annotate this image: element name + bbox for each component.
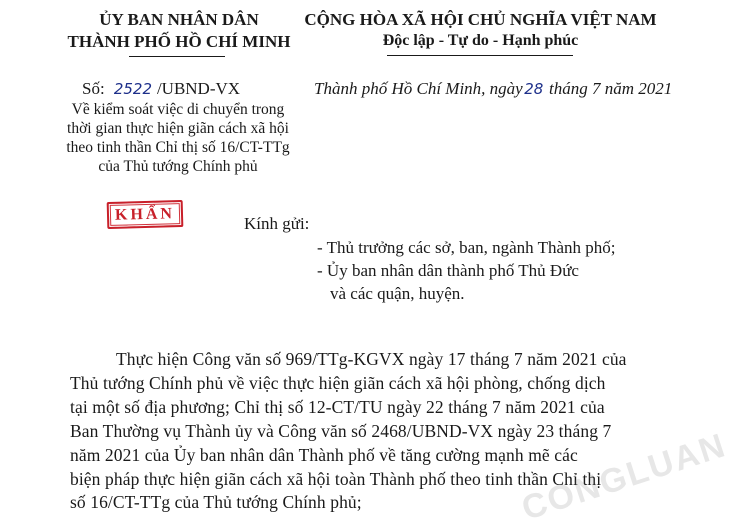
document-number xyxy=(82,79,240,99)
place-date-handwritten-day: 28 xyxy=(524,80,544,98)
subject-line: theo tinh thần Chỉ thị số 16/CT-TTg xyxy=(66,139,290,156)
recipient-line: - Ủy ban nhân dân thành phố Thủ Đức xyxy=(317,261,579,280)
subject-block xyxy=(30,100,326,176)
body-line: tại một số địa phương; Chỉ thị số 12-CT/TU ngày 22 tháng 7 năm 2021 của xyxy=(70,397,605,417)
subject-line: Về kiểm soát việc di chuyển trong xyxy=(71,101,285,118)
body-line: Thực hiện Công văn số 969/TTg-KGVX ngày 17 tháng 7 năm 2021 của xyxy=(116,349,627,369)
document-number-prefix: Số: xyxy=(82,79,105,98)
document-number-suffix: /UBND-VX xyxy=(156,79,241,98)
body-line: số 16/CT-TTg của Thủ tướng Chính phủ; xyxy=(70,492,362,512)
issuer-underline xyxy=(129,56,225,57)
place-date-prefix: Thành phố Hồ Chí Minh, ngày xyxy=(314,79,523,98)
body-line: Ban Thường vụ Thành ủy và Công văn số 2468/UBND-VX ngày 23 tháng 7 xyxy=(70,421,612,441)
watermark: CONGLUAN xyxy=(517,426,731,528)
subject-line: thời gian thực hiện giãn cách xã hội xyxy=(67,120,289,137)
place-date xyxy=(314,79,672,99)
recipient-line: - Thủ trưởng các sở, ban, ngành Thành phố; xyxy=(317,238,616,257)
place-date-suffix: tháng 7 năm 2021 xyxy=(548,79,673,98)
document-number-handwritten: 2522 xyxy=(113,80,153,98)
national-title: CỘNG HÒA XÃ HỘI CHỦ NGHĨA VIỆT NAM xyxy=(304,10,657,29)
urgent-stamp: KHẨN xyxy=(107,200,184,229)
recipient-line: và các quận, huyện. xyxy=(330,284,465,303)
body-line: biện pháp thực hiện giãn cách xã hội toàn Thành phố theo tinh thần Chỉ thị xyxy=(70,469,602,489)
subject-line: của Thủ tướng Chính phủ xyxy=(98,158,258,175)
national-motto: Độc lập - Tự do - Hạnh phúc xyxy=(382,32,579,49)
body-line: năm 2021 của Ủy ban nhân dân Thành phố về tăng cường mạnh mẽ các xyxy=(70,445,578,465)
issuer-name-line1: ỦY BAN NHÂN DÂN xyxy=(99,10,259,29)
recipients-greeting: Kính gửi: xyxy=(244,214,310,233)
body-line: Thủ tướng Chính phủ về việc thực hiện giãn cách xã hội phòng, chống dịch xyxy=(70,373,606,393)
motto-underline xyxy=(387,55,573,56)
issuer-name-line2: THÀNH PHỐ HỒ CHÍ MINH xyxy=(67,32,291,51)
